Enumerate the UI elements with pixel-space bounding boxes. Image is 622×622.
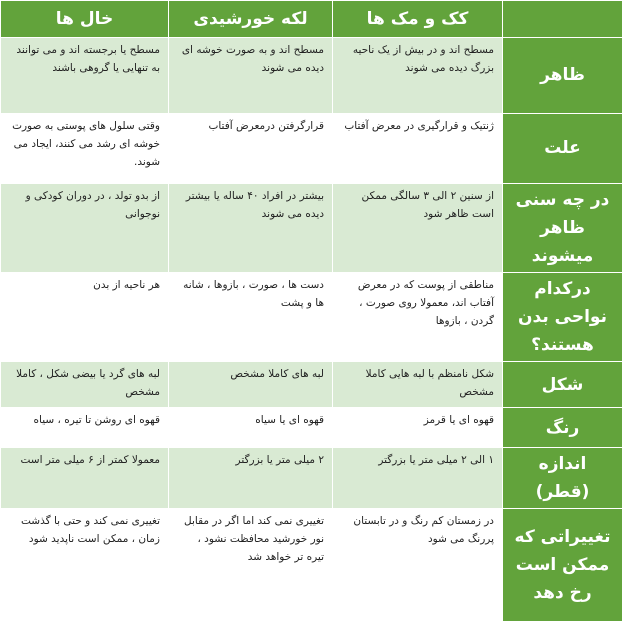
table-cell: قهوه ای یا سیاه [169, 408, 333, 448]
table-row [1, 38, 622, 114]
table-cell: قرارگرفتن درمعرض آفتاب [169, 114, 333, 184]
table-cell: بیشتر در افراد ۴۰ ساله یا بیشتر دیده می شوند [169, 184, 333, 273]
table-cell: لبه های کاملا مشخص [169, 362, 333, 408]
column-header-sun-spots: لکه خورشیدی [169, 1, 333, 38]
table-row [1, 273, 622, 362]
table-row [1, 362, 622, 408]
table-cell: مناطقی از پوست که در معرض آفتاب اند، معمولا روی صورت ، گردن ، بازوها [333, 273, 503, 362]
table-cell: در زمستان کم رنگ و در تابستان پررنگ می شود [333, 509, 503, 622]
row-label-shape: شکل [503, 362, 622, 408]
table-cell: شکل نامنظم با لبه هایی کاملا مشخص [333, 362, 503, 408]
table-corner [503, 1, 622, 38]
row-label-color: رنگ [503, 408, 622, 448]
table-cell: از سنین ۲ الی ۳ سالگی ممکن است ظاهر شود [333, 184, 503, 273]
table-cell: ژنتیک و قرارگیری در معرض آفتاب [333, 114, 503, 184]
table-cell: تغییری نمی کند و حتی با گذشت زمان ، ممکن است ناپدید شود [1, 509, 169, 622]
table-cell: مسطح اند و به صورت خوشه ای دیده می شوند [169, 38, 333, 114]
table-cell: مسطح اند و در بیش از یک ناحیه بزرگ دیده می شوند [333, 38, 503, 114]
table-cell: دست ها ، صورت ، بازوها ، شانه ها و پشت [169, 273, 333, 362]
table-cell: تغییری نمی کند اما اگر در مقابل نور خورشید محافظت نشود ، تیره تر خواهد شد [169, 509, 333, 622]
table-row [1, 184, 622, 273]
table-cell: قهوه ای یا قرمز [333, 408, 503, 448]
row-label-appearance: ظاهر [503, 38, 622, 114]
row-label-body-areas: درکدام نواحی بدن هستند؟ [503, 273, 622, 362]
table-cell: وقتی سلول های پوستی به صورت خوشه ای رشد می کنند، ایجاد می شوند. [1, 114, 169, 184]
table-cell: ۱ الی ۲ میلی متر یا بزرگتر [333, 448, 503, 509]
table-cell: ۲ میلی متر یا بزرگتر [169, 448, 333, 509]
table-row [1, 408, 622, 448]
table-cell: لبه های گرد یا بیضی شکل ، کاملا مشخص [1, 362, 169, 408]
column-header-freckles: کک و مک ها [333, 1, 503, 38]
table-cell: معمولا کمتر از ۶ میلی متر است [1, 448, 169, 509]
row-label-changes: تغییراتی که ممکن است رخ دهد [503, 509, 622, 622]
column-header-moles: خال ها [1, 1, 169, 38]
table-row [1, 509, 622, 622]
table-cell: مسطح یا برجسته اند و می توانند به تنهایی یا گروهی باشند [1, 38, 169, 114]
header-row [1, 1, 622, 38]
table-row [1, 114, 622, 184]
row-label-size: اندازه (قطر) [503, 448, 622, 509]
row-label-cause: علت [503, 114, 622, 184]
table-cell: هر ناحیه از بدن [1, 273, 169, 362]
table-cell: قهوه ای روشن تا تیره ، سیاه [1, 408, 169, 448]
table-cell: از بدو تولد ، در دوران کودکی و نوجوانی [1, 184, 169, 273]
table-row [1, 448, 622, 509]
row-label-age: در چه سنی ظاهر میشوند [503, 184, 622, 273]
